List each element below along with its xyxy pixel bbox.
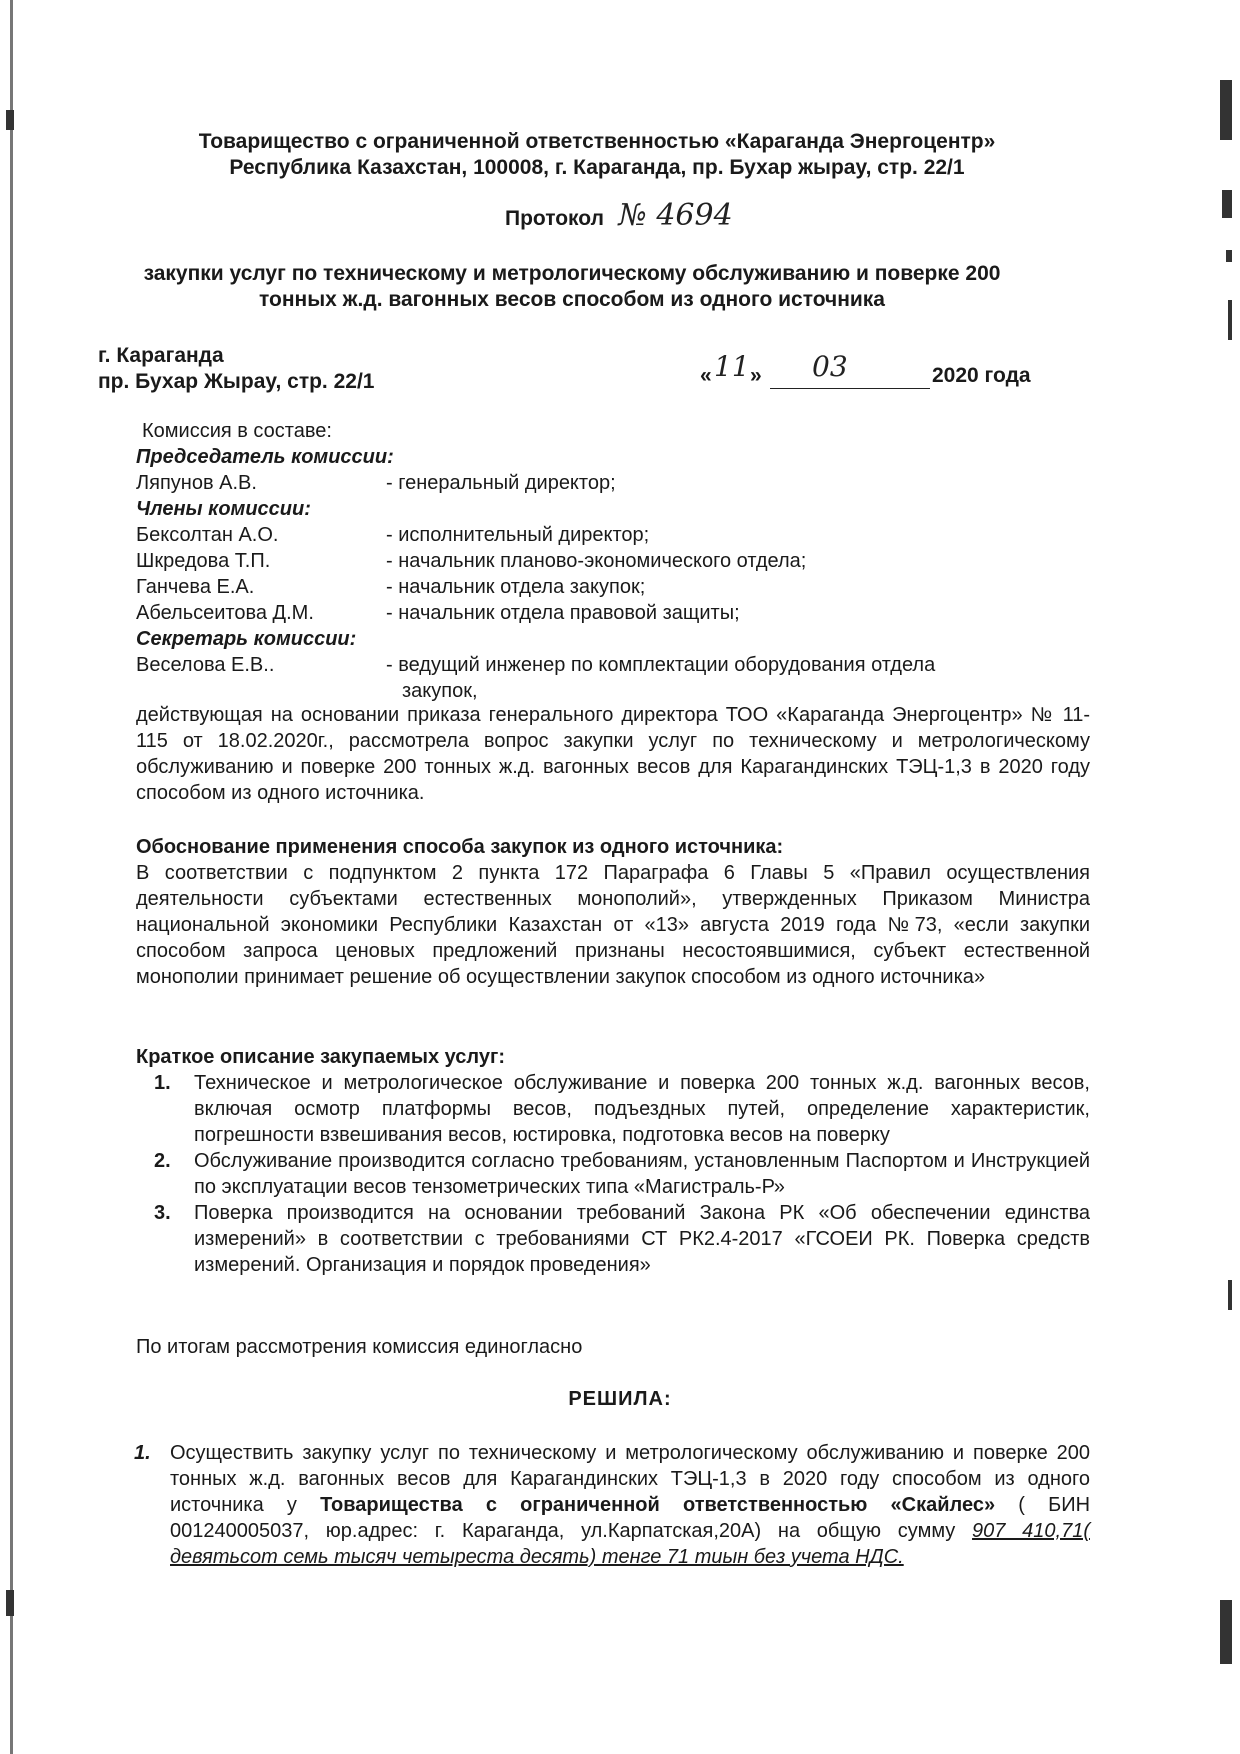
justification-text: В соответствии с подпунктом 2 пункта 172 Параграфа 6 Главы 5 «Правил осуществления деятельности субъектами естественных монополий», утвержденных Приказом Министра национальной экономики Республики Казахстан от «13» августа 2019 года №73, «если закупки способом запроса ценовых предложений признаны несостоявшимися, субъект естественной монополии принимает решение об осуществлении закупок способом из одного источника» bbox=[136, 862, 1090, 988]
organization-name: Товарищество с ограниченной ответственностью «Караганда Энергоцентр» bbox=[198, 130, 996, 153]
justification-heading: Обоснование применения способа закупок из одного источника: bbox=[136, 836, 784, 858]
date-quote-close: » bbox=[750, 364, 762, 387]
scan-margin-mark bbox=[6, 1590, 14, 1616]
secretary-heading: Секретарь комиссии: bbox=[136, 628, 357, 650]
member-role: - начальник отдела правовой защиты; bbox=[386, 602, 740, 624]
decision-amount: 907 410,71( девятьсот семь тысяч четыреста десять) тенге 71 тиын без учета НДС. bbox=[170, 1520, 1090, 1568]
description-list bbox=[136, 1070, 1090, 1278]
description-heading: Краткое описание закупаемых услуг: bbox=[136, 1046, 505, 1068]
member-role: - исполнительный директор; bbox=[386, 524, 650, 546]
list-item-number: 2. bbox=[154, 1150, 171, 1172]
list-item bbox=[136, 1148, 1090, 1200]
decision-heading: РЕШИЛА: bbox=[568, 1388, 672, 1410]
secretary-role-continued: закупок, bbox=[402, 680, 478, 702]
decision-text-part2: ( БИН 001240005037, юр.адрес: г. Караганда, ул.Карпатская,20А) на общую сумму bbox=[170, 1494, 1091, 1542]
scan-edge-barcode bbox=[1218, 0, 1232, 1754]
chair-name: Ляпунов А.В. bbox=[136, 472, 257, 494]
list-item-text: Поверка производится на основании требований Закона РК «Об обеспечении единства измерений» в соответствии с требованиями СТ РК2.4-2017 «ГСОЕИ РК. Поверка средств измерений. Организация и порядок проведения» bbox=[194, 1202, 1090, 1276]
list-item bbox=[136, 1200, 1090, 1278]
acting-paragraph: действующая на основании приказа генерального директора ТОО «Караганда Энергоцентр» № 11-115 от 18.02.2020г., рассмотрела вопрос закупки услуг по техническому и метрологическому обслуживанию и поверке 200 тонных ж.д. вагонных весов для Карагандинских ТЭЦ-1,3 в 2020 году способом из одного источника. bbox=[136, 704, 1090, 804]
member-name: Шкредова Т.П. bbox=[136, 550, 271, 572]
list-item-text: Техническое и метрологическое обслуживание и поверка 200 тонных ж.д. вагонных весов, включая осмотр платформы весов, подъездных путей, определение характеристик, погрешности взвешивания весов, юстировка, подготовка весов на поверку bbox=[194, 1072, 1090, 1146]
decision-item bbox=[130, 1440, 1090, 1570]
organization-address: Республика Казахстан, 100008, г. Караганда, пр. Бухар жырау, стр. 22/1 bbox=[229, 156, 965, 179]
list-item-text: Обслуживание производится согласно требованиям, установленным Паспортом и Инструкцией по эксплуатации весов тензометрических типа «Магистраль-Р» bbox=[194, 1150, 1090, 1198]
scan-margin-mark bbox=[6, 110, 14, 130]
date-day-handwritten: 11 bbox=[714, 350, 750, 383]
place-street: пр. Бухар Жырау, стр. 22/1 bbox=[98, 370, 375, 393]
decision-item-text bbox=[170, 1440, 1090, 1570]
protocol-subject-line2: тонных ж.д. вагонных весов способом из одного источника bbox=[259, 288, 885, 311]
decision-item-number: 1. bbox=[134, 1442, 151, 1464]
decision-text-part1: Осуществить закупку услуг по техническому и метрологическому обслуживанию и поверке 200 тонных ж.д. вагонных весов для Карагандинских ТЭЦ-1,3 в 2020 году способом из одного источника у bbox=[170, 1442, 1090, 1516]
date-month-underline bbox=[770, 388, 930, 389]
protocol-date bbox=[700, 350, 1040, 392]
secretary-name: Веселова Е.В.. bbox=[136, 654, 275, 676]
list-item-number: 3. bbox=[154, 1202, 171, 1224]
protocol-subject-line1: закупки услуг по техническому и метрологическому обслуживанию и поверке 200 bbox=[143, 262, 1001, 285]
commission-intro: Комиссия в составе: bbox=[142, 420, 332, 442]
scan-margin-line bbox=[10, 0, 13, 1754]
chair-heading: Председатель комиссии: bbox=[136, 446, 394, 468]
protocol-number-handwritten: № 4694 bbox=[618, 198, 733, 233]
members-heading: Члены комиссии: bbox=[136, 498, 311, 520]
member-name: Бексолтан А.О. bbox=[136, 524, 279, 546]
secretary-role: - ведущий инженер по комплектации оборудования отдела bbox=[386, 654, 936, 676]
place-city: г. Караганда bbox=[98, 344, 224, 367]
member-role: - начальник отдела закупок; bbox=[386, 576, 646, 598]
date-month-handwritten: 03 bbox=[812, 350, 848, 383]
member-role: - начальник планово-экономического отдела; bbox=[386, 550, 807, 572]
list-item bbox=[136, 1070, 1090, 1148]
date-year: 2020 года bbox=[932, 364, 1031, 387]
protocol-title bbox=[505, 198, 733, 233]
date-quote-open: « bbox=[700, 364, 712, 387]
chair-role: - генеральный директор; bbox=[386, 472, 616, 494]
protocol-label: Протокол bbox=[505, 207, 604, 230]
supplier-name: Товарищества с ограниченной ответственностью «Скайлес» bbox=[320, 1494, 996, 1516]
conclusion-intro: По итогам рассмотрения комиссия единогласно bbox=[136, 1336, 583, 1358]
list-item-number: 1. bbox=[154, 1072, 171, 1094]
member-name: Ганчева Е.А. bbox=[136, 576, 255, 598]
member-name: Абельсеитова Д.М. bbox=[136, 602, 314, 624]
